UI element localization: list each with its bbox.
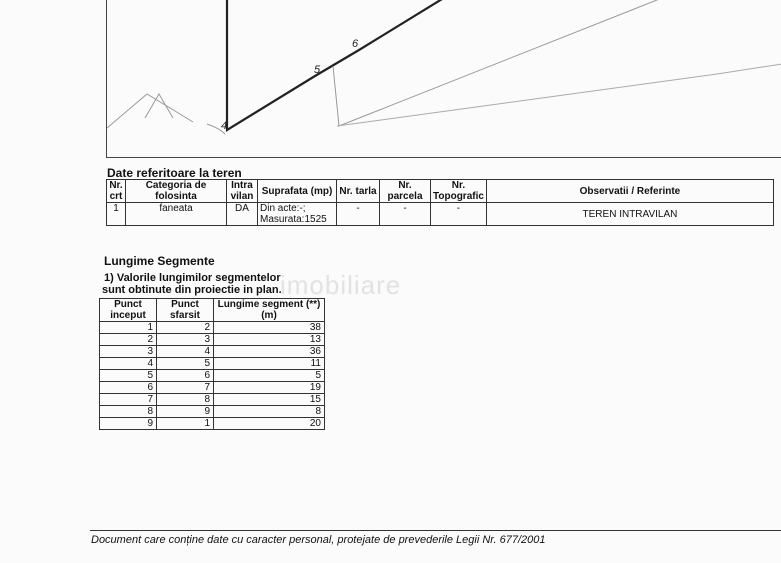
suprafata-acte: Din acte:-; bbox=[260, 203, 306, 214]
segments-table bbox=[99, 298, 325, 430]
segments-title: Lungime Segmente bbox=[104, 254, 215, 268]
segment-row bbox=[100, 394, 325, 406]
parcel-plan-drawing bbox=[106, 0, 781, 158]
neighbor-line bbox=[337, 64, 781, 126]
segment-end-cell: 6 bbox=[157, 370, 214, 382]
segment-end-cell: 8 bbox=[157, 394, 214, 406]
footer-divider bbox=[90, 530, 781, 531]
header-length: Lungime segment (**) (m) bbox=[214, 299, 325, 322]
segment-length-cell: 15 bbox=[214, 394, 325, 406]
land-data-table bbox=[106, 179, 774, 226]
land-data-header-row bbox=[107, 180, 774, 203]
cell-nr-crt: 1 bbox=[107, 203, 126, 226]
neighbor-boundary bbox=[333, 0, 667, 126]
header-observatii: Observatii / Referinte bbox=[486, 180, 773, 203]
header-intravilan: Intra vilan bbox=[227, 180, 258, 203]
segment-end-cell: 1 bbox=[157, 418, 214, 430]
segment-length-cell: 36 bbox=[214, 346, 325, 358]
north-arrow-mark bbox=[107, 94, 193, 128]
cell-suprafata bbox=[258, 203, 337, 226]
segment-row bbox=[100, 370, 325, 382]
cell-observatii: TEREN INTRAVILAN bbox=[486, 203, 773, 226]
segment-start-cell: 4 bbox=[100, 358, 157, 370]
footer-note: Document care conține date cu caracter personal, protejate de prevederile Legii Nr. 677/2001 bbox=[91, 534, 546, 546]
header-end-point: Punct sfarsit bbox=[157, 299, 214, 322]
segment-row bbox=[100, 406, 325, 418]
cell-intravilan: DA bbox=[227, 203, 258, 226]
segment-length-cell: 13 bbox=[214, 334, 325, 346]
segment-length-cell: 19 bbox=[214, 382, 325, 394]
header-nr-crt: Nr. crt bbox=[107, 180, 126, 203]
segment-start-cell: 6 bbox=[100, 382, 157, 394]
cell-tarla: - bbox=[337, 203, 380, 226]
segments-note-line2: sunt obtinute din proiectie in plan. bbox=[102, 284, 282, 296]
segment-start-cell: 8 bbox=[100, 406, 157, 418]
land-data-row bbox=[107, 203, 774, 226]
point-label-4: 4 bbox=[221, 120, 228, 132]
segment-end-cell: 5 bbox=[157, 358, 214, 370]
segments-header-row bbox=[100, 299, 325, 322]
cell-parcela: - bbox=[380, 203, 431, 226]
segment-row bbox=[100, 334, 325, 346]
segment-start-cell: 7 bbox=[100, 394, 157, 406]
point-label-5: 5 bbox=[314, 64, 321, 76]
header-start-point: Punct inceput bbox=[100, 299, 157, 322]
cell-categoria: faneata bbox=[126, 203, 227, 226]
watermark: imobiliare bbox=[280, 270, 402, 300]
segment-end-cell: 3 bbox=[157, 334, 214, 346]
segment-row bbox=[100, 346, 325, 358]
segment-start-cell: 9 bbox=[100, 418, 157, 430]
header-categoria: Categoria de folosinta bbox=[126, 180, 227, 203]
land-data-title: Date referitoare la teren bbox=[107, 166, 242, 180]
header-topografic: Nr. Topografic bbox=[431, 180, 487, 203]
segment-length-cell: 38 bbox=[214, 322, 325, 334]
segment-end-cell: 4 bbox=[157, 346, 214, 358]
segment-length-cell: 11 bbox=[214, 358, 325, 370]
segment-end-cell: 7 bbox=[157, 382, 214, 394]
segments-note-line1: 1) Valorile lungimilor segmentelor bbox=[104, 272, 281, 284]
point-label-6: 6 bbox=[352, 38, 359, 50]
segment-start-cell: 2 bbox=[100, 334, 157, 346]
segment-end-cell: 2 bbox=[157, 322, 214, 334]
segment-start-cell: 5 bbox=[100, 370, 157, 382]
header-parcela: Nr. parcela bbox=[380, 180, 431, 203]
segment-start-cell: 1 bbox=[100, 322, 157, 334]
segment-row bbox=[100, 358, 325, 370]
segments-body bbox=[100, 322, 325, 430]
suprafata-masurata: Masurata:1525 bbox=[260, 214, 327, 225]
header-suprafata: Suprafata (mp) bbox=[258, 180, 337, 203]
segment-length-cell: 8 bbox=[214, 406, 325, 418]
segment-row bbox=[100, 382, 325, 394]
plan-lines bbox=[107, 0, 781, 158]
segment-length-cell: 20 bbox=[214, 418, 325, 430]
cell-topografic: - bbox=[431, 203, 487, 226]
segment-start-cell: 3 bbox=[100, 346, 157, 358]
north-arrow-head bbox=[145, 94, 173, 118]
segment-length-cell: 5 bbox=[214, 370, 325, 382]
segment-row bbox=[100, 418, 325, 430]
segment-row bbox=[100, 322, 325, 334]
header-tarla: Nr. tarla bbox=[337, 180, 380, 203]
segment-end-cell: 9 bbox=[157, 406, 214, 418]
